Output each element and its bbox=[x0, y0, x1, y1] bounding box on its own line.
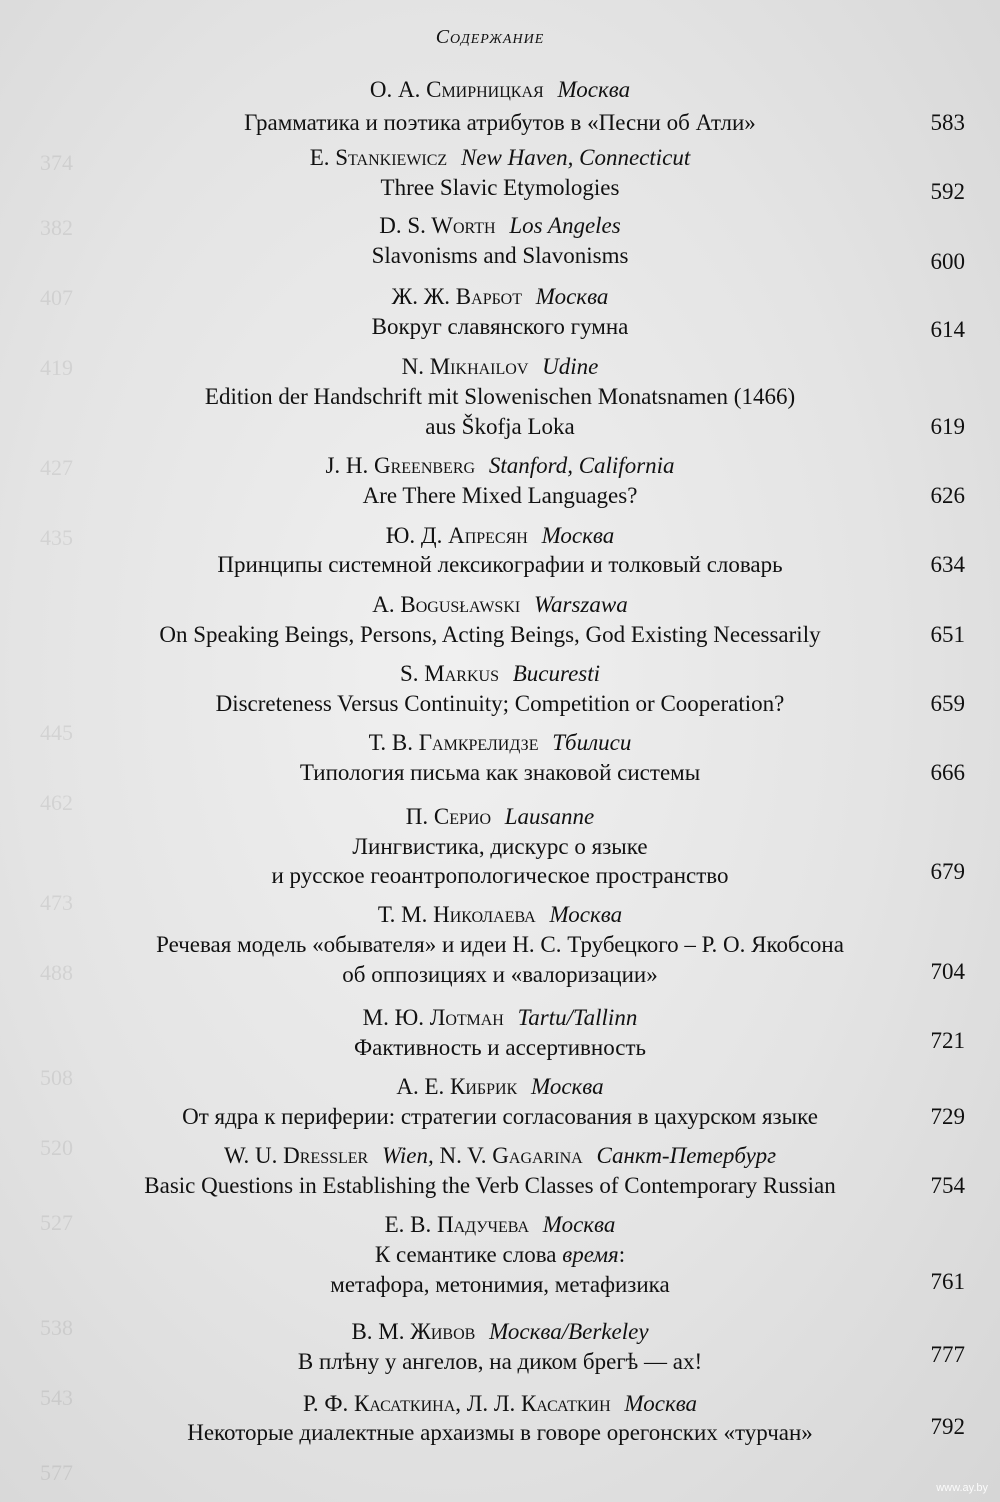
author-name: О. А. Смирницкая bbox=[369, 77, 544, 102]
author-name: Т. В. Гамкрелидзе bbox=[368, 730, 539, 755]
toc-entry-author bbox=[60, 660, 940, 688]
bleed-through: 419 bbox=[40, 355, 73, 380]
bleed-through: 508 bbox=[40, 1065, 73, 1090]
toc-entry-title: On Speaking Beings, Persons, Acting Beings, God Existing Necessarily bbox=[159, 622, 821, 647]
toc-entry-author bbox=[60, 1211, 940, 1239]
toc-entry-page: 651 bbox=[930, 622, 965, 647]
toc-entry-author bbox=[60, 212, 940, 240]
author-name: Ж. Ж. Варбот bbox=[391, 284, 523, 309]
toc-entry-title: От ядра к периферии: стратегии согласования в цахурском языке bbox=[182, 1104, 818, 1129]
toc-entry-author bbox=[60, 1318, 940, 1346]
author-name: М. Ю. Лотман bbox=[362, 1005, 504, 1030]
toc-entry-title: Are There Mixed Languages? bbox=[362, 483, 638, 508]
author-location: Москва bbox=[530, 1074, 604, 1099]
author-name: Т. М. Николаева bbox=[377, 902, 536, 927]
bleed-through: 445 bbox=[40, 720, 73, 745]
toc-entry-page: 679 bbox=[930, 859, 965, 884]
toc-entry-title bbox=[60, 1241, 940, 1269]
toc-entry-author bbox=[60, 1390, 940, 1418]
toc-entry-author bbox=[60, 283, 940, 311]
bleed-through: 382 bbox=[40, 215, 73, 240]
toc-entry-page: 754 bbox=[930, 1173, 965, 1198]
toc-entry-page: 626 bbox=[930, 483, 965, 508]
author-name: П. Серио bbox=[405, 804, 492, 829]
toc-entry-page: 777 bbox=[930, 1342, 965, 1367]
toc-entry-author bbox=[60, 452, 940, 480]
author-name: Ю. Д. Апресян bbox=[385, 523, 528, 548]
bleed-through: 374 bbox=[40, 150, 73, 175]
toc-entry-page: 600 bbox=[930, 249, 965, 274]
bleed-through: 462 bbox=[40, 790, 73, 815]
toc-entry-title: Basic Questions in Establishing the Verb Classes of Contemporary Russian bbox=[144, 1173, 836, 1198]
author-location: Stanford, California bbox=[488, 453, 675, 478]
title-text: К семантике слова bbox=[374, 1242, 563, 1267]
toc-entry-author bbox=[60, 803, 940, 831]
toc-entry-author bbox=[60, 901, 940, 929]
toc-entry-title: Грамматика и поэтика атрибутов в «Песни об Атли» bbox=[244, 110, 756, 135]
author-name: В. М. Живов bbox=[351, 1319, 476, 1344]
toc-entry-author bbox=[60, 76, 940, 104]
author-location: Москва bbox=[542, 1212, 616, 1237]
toc-entry-page: 729 bbox=[930, 1104, 965, 1129]
toc-entry-author bbox=[60, 144, 940, 172]
author-name: S. Markus bbox=[399, 661, 499, 686]
author-name: Р. Ф. Касаткина, Л. Л. Касаткин bbox=[302, 1391, 611, 1416]
toc-entry-title-continued: об оппозициях и «валоризации» bbox=[342, 962, 658, 987]
toc-entry-author bbox=[60, 522, 940, 550]
author-location: Los Angeles bbox=[509, 213, 621, 238]
toc-entry-author bbox=[60, 353, 940, 381]
toc-entry-page: 619 bbox=[930, 414, 965, 439]
toc-entry-title: Вокруг славянского гумна bbox=[371, 314, 629, 339]
bleed-through: 520 bbox=[40, 1135, 73, 1160]
title-italic-word: время bbox=[562, 1242, 619, 1267]
bleed-through: 407 bbox=[40, 285, 73, 310]
bleed-through: 527 bbox=[40, 1210, 73, 1235]
bleed-through: 435 bbox=[40, 525, 73, 550]
toc-entry-author bbox=[60, 1073, 940, 1101]
toc-entry-author bbox=[60, 1004, 940, 1032]
author-location: Москва bbox=[557, 77, 631, 102]
author-name: J. H. Greenberg bbox=[325, 453, 476, 478]
title-punctuation: : bbox=[618, 1242, 626, 1267]
author-location: Bucuresti bbox=[512, 661, 601, 686]
contents-heading: Содержание bbox=[435, 26, 545, 48]
toc-entry-page: 704 bbox=[930, 959, 965, 984]
author-location: Warszawa bbox=[533, 592, 628, 617]
author-location: Москва/Berkeley bbox=[489, 1319, 649, 1344]
toc-entry-title-continued: и русское геоантропологическое пространство bbox=[271, 863, 729, 888]
author-location: New Haven, Connecticut bbox=[460, 145, 691, 170]
toc-entry-page: 614 bbox=[930, 317, 965, 342]
toc-entry-title: Three Slavic Etymologies bbox=[380, 175, 620, 200]
site-watermark: www.ay.by bbox=[936, 1482, 988, 1494]
toc-entry-author bbox=[60, 1142, 940, 1170]
toc-entry-title-continued: метафора, метонимия, метафизика bbox=[330, 1272, 670, 1297]
author-location: Udine bbox=[542, 354, 599, 379]
toc-entry-page: 592 bbox=[930, 179, 965, 204]
toc-entry-title: Фактивность и ассертивность bbox=[353, 1035, 647, 1060]
author-name: N. Mikhailov bbox=[401, 354, 529, 379]
author-name: А. Е. Кибрик bbox=[396, 1074, 518, 1099]
toc-entry-page: 761 bbox=[930, 1269, 965, 1294]
toc-entry-page: 666 bbox=[930, 760, 965, 785]
bleed-through: 488 bbox=[40, 960, 73, 985]
author-location: Тбилиси bbox=[552, 730, 632, 755]
toc-entry-title: Типология письма как знаковой системы bbox=[299, 760, 701, 785]
toc-entry-author bbox=[60, 729, 940, 757]
author-name: Е. В. Падучева bbox=[384, 1212, 529, 1237]
toc-entry-title: Discreteness Versus Continuity; Competition or Cooperation? bbox=[215, 691, 785, 716]
author-location: Lausanne bbox=[504, 804, 595, 829]
author-location: Москва bbox=[535, 284, 609, 309]
author-location: Москва bbox=[549, 902, 623, 927]
author-name: E. Stankiewicz bbox=[309, 145, 448, 170]
author-name: A. Bogusławski bbox=[372, 592, 521, 617]
toc-entry-title: Речевая модель «обывателя» и идеи Н. С. Трубецкого – Р. О. Якобсона bbox=[156, 932, 844, 957]
toc-entry-page: 634 bbox=[930, 552, 965, 577]
bleed-through: 538 bbox=[40, 1315, 73, 1340]
toc-entry-title: Slavonisms and Slavonisms bbox=[371, 243, 629, 268]
author-name: W. U. Dressler bbox=[223, 1143, 369, 1168]
toc-entry-page: 659 bbox=[930, 691, 965, 716]
author-location: Tartu/Tallinn bbox=[517, 1005, 638, 1030]
bleed-through: 543 bbox=[40, 1385, 73, 1410]
bleed-through: 577 bbox=[40, 1460, 73, 1485]
author-location: Wien, bbox=[381, 1143, 434, 1168]
toc-entry-title: Некоторые диалектные архаизмы в говоре орегонских «турчан» bbox=[187, 1420, 813, 1445]
toc-entry-page: 583 bbox=[930, 110, 965, 135]
author-location: Москва bbox=[541, 523, 615, 548]
toc-entry-title: В плѣну у ангелов, на диком брегѣ — ах! bbox=[297, 1349, 703, 1374]
bleed-through: 427 bbox=[40, 455, 73, 480]
toc-entry-title-continued: aus Škofja Loka bbox=[425, 414, 575, 439]
toc-entry-title: Edition der Handschrift mit Slowenischen Monatsnamen (1466) bbox=[204, 384, 796, 409]
author-location: Москва bbox=[624, 1391, 698, 1416]
author-location-second: Санкт-Петербург bbox=[596, 1143, 777, 1168]
author-name: D. S. Worth bbox=[379, 213, 496, 238]
toc-entry-page: 792 bbox=[930, 1414, 965, 1439]
toc-entry-page: 721 bbox=[930, 1028, 965, 1053]
bleed-through: 473 bbox=[40, 890, 73, 915]
toc-entry-title: Лингвистика, дискурс о языке bbox=[352, 834, 648, 859]
author-name-second: N. V. Gagarina bbox=[439, 1143, 583, 1168]
toc-entry-author bbox=[60, 591, 940, 619]
toc-entry-title: Принципы системной лексикографии и толковый словарь bbox=[217, 552, 783, 577]
